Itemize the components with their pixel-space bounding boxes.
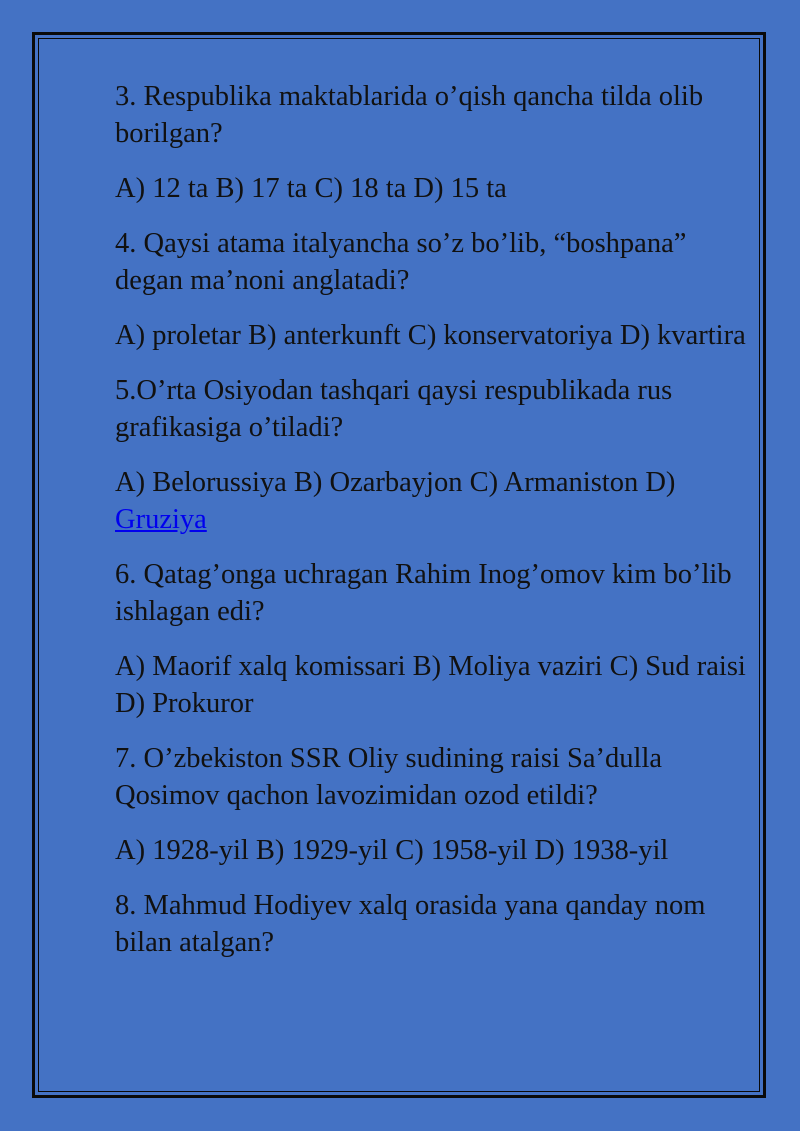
question-6-options: A) Maorif xalq komissari B) Moliya vaziri C) Sud raisi D) Prokuror <box>115 651 746 719</box>
question-5-text: 5.O’rta Osiyodan tashqari qaysi respublikada rus grafikasiga o’tiladi? <box>115 375 673 443</box>
question-3-text: 3. Respublika maktablarida o’qish qancha tilda olib borilgan? <box>115 81 704 149</box>
question-5-options-prefix: A) Belorussiya B) Ozarbayjon C) Armaniston D) <box>115 467 676 498</box>
gruziya-link[interactable]: Gruziya <box>115 504 207 535</box>
question-4-options: A) proletar B) anterkunft C) konservatoriya D) kvartira <box>115 320 746 351</box>
question-8-text: 8. Mahmud Hodiyev xalq orasida yana qanday nom bilan atalgan? <box>115 890 706 958</box>
question-7-options: A) 1928-yil B) 1929-yil C) 1958-yil D) 1938-yil <box>115 835 669 866</box>
quiz-content <box>115 78 755 979</box>
question-3-options: A) 12 ta B) 17 ta C) 18 ta D) 15 ta <box>115 173 507 204</box>
question-7-text: 7. O’zbekiston SSR Oliy sudining raisi Sa’dulla Qosimov qachon lavozimidan ozod etildi? <box>115 743 663 811</box>
question-4-text: 4. Qaysi atama italyancha so’z bo’lib, “boshpana” degan ma’noni anglatadi? <box>115 228 687 296</box>
question-5-options <box>115 464 755 538</box>
question-6-text: 6. Qatag’onga uchragan Rahim Inog’omov kim bo’lib ishlagan edi? <box>115 559 732 627</box>
